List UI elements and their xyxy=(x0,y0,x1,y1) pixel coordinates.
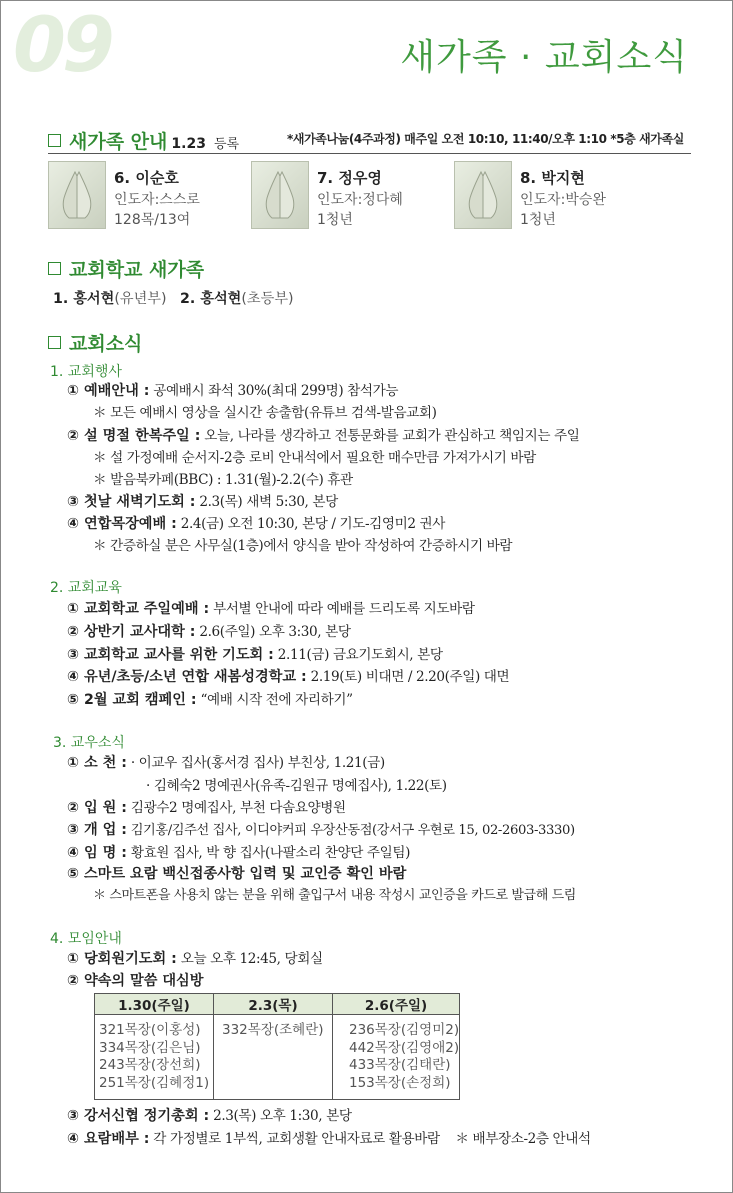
section-heading-school: 교회학교 새가족 xyxy=(48,255,204,282)
news-line: ⑤ 스마트 요람 백신접종사항 입력 및 교인증 확인 바람 xyxy=(67,866,407,882)
section-heading-newfamily: 새가족 안내 1.23 등록 xyxy=(48,127,239,154)
news-line: · 김혜숙2 명예권사(유족-김원규 명예집사), 1.22(토) xyxy=(146,778,447,794)
person-name: 8. 박지현 xyxy=(520,169,585,187)
register-date: 1.23 xyxy=(171,136,206,152)
newfamily-note: *새가족나눔(4주과정) 매주일 오전 10:10, 11:40/오후 1:10 *5층 새가족실 xyxy=(287,132,684,146)
person-guide: 인도자:스스로 xyxy=(114,192,200,208)
table-cell: 332목장(조혜란) xyxy=(214,1015,333,1100)
subsection-title: 4. 모임안내 xyxy=(50,931,122,947)
person-group: 128목/13여 xyxy=(114,212,191,228)
news-line: ＊ 간증하실 분은 사무실(1층)에서 양식을 받아 작성하여 간증하시기 바람 xyxy=(93,538,513,554)
school-newcomers: 1. 홍서현(유년부) 2. 홍석현(초등부) xyxy=(53,291,294,307)
table-row xyxy=(95,1015,460,1100)
news-line: ③ 첫날 새벽기도회 : 2.3(목) 새벽 5:30, 본당 xyxy=(67,494,338,510)
news-line: ① 예배안내 : 공예배시 좌석 30%(최대 299명) 참석가능 xyxy=(67,383,399,399)
news-line: ② 설 명절 한복주일 : 오늘, 나라를 생각하고 전통문화를 교회가 관심하고 책임지는 주일 xyxy=(67,428,580,444)
praying-hands-icon xyxy=(251,161,309,229)
subsection-title: 3. 교우소식 xyxy=(53,735,125,751)
table-header: 2.3(목) xyxy=(214,994,333,1015)
person-guide: 인도자:박승완 xyxy=(520,192,606,208)
person-name: 6. 이순호 xyxy=(114,169,179,187)
table-cell: 321목장(이홍성) 334목장(김은님) 243목장(장선희) 251목장(김혜정1) xyxy=(95,1015,214,1100)
news-line: ① 교회학교 주일예배 : 부서별 안내에 따라 예배를 드리도록 지도바람 xyxy=(67,601,475,617)
square-bullet-icon xyxy=(48,134,61,147)
news-line: ② 입 원 : 김광수2 명예집사, 부천 다솜요양병원 xyxy=(67,800,346,816)
page-title: 새가족 · 교회소식 xyxy=(400,37,688,78)
page-number: 09 xyxy=(13,0,111,89)
visitation-table xyxy=(94,993,460,1100)
person-name: 7. 정우영 xyxy=(317,169,382,187)
person-group: 1청년 xyxy=(520,212,556,228)
square-bullet-icon xyxy=(48,336,61,349)
table-header-row xyxy=(95,994,460,1015)
person-guide: 인도자:정다혜 xyxy=(317,192,403,208)
news-line: ＊ 모든 예배시 영상을 실시간 송출함(유튜브 검색-발음교회) xyxy=(93,405,437,421)
news-line: ＊ 설 가정예배 순서지-2층 로비 안내석에서 필요한 매수만큼 가져가시기 바람 xyxy=(93,450,536,466)
news-line: ④ 유년/초등/소년 연합 새봄성경학교 : 2.19(토) 비대면 / 2.20(주일) 대면 xyxy=(67,669,510,685)
news-line: ① 소 천 : · 이교우 집사(홍서경 집사) 부친상, 1.21(금) xyxy=(67,755,385,771)
subsection-title: 2. 교회교육 xyxy=(50,580,122,596)
subsection-title: 1. 교회행사 xyxy=(50,364,122,380)
news-line: ＊ 발음북카페(BBC) : 1.31(월)-2.2(수) 휴관 xyxy=(93,472,353,488)
table-header: 1.30(주일) xyxy=(95,994,214,1015)
register-label: 등록 xyxy=(213,137,240,152)
news-line: ③ 강서신협 정기총회 : 2.3(목) 오후 1:30, 본당 xyxy=(67,1108,352,1124)
praying-hands-icon xyxy=(454,161,512,229)
news-line: ③ 개 업 : 김기홍/김주선 집사, 이디야커피 우장산동점(강서구 우현로 15, 02-2603-3330) xyxy=(67,822,575,838)
news-line: ② 상반기 교사대학 : 2.6(주일) 오후 3:30, 본당 xyxy=(67,624,351,640)
square-bullet-icon xyxy=(48,262,61,275)
news-line: ＊ 스마트폰을 사용치 않는 분을 위해 출입구서 내용 작성시 교인증을 카드로 발급해 드림 xyxy=(93,888,576,903)
news-line: ⑤ 2월 교회 캠페인 : “예배 시작 전에 자리하기” xyxy=(67,692,353,708)
news-line: ④ 요람배부 : 각 가정별로 1부씩, 교회생활 안내자료로 활용바람 ＊ 배부장소-2층 안내석 xyxy=(67,1131,591,1147)
praying-hands-icon xyxy=(48,161,106,229)
person-group: 1청년 xyxy=(317,212,353,228)
news-line: ② 약속의 말씀 대심방 xyxy=(67,973,204,989)
news-line: ④ 임 명 : 황효원 집사, 박 향 집사(나팔소리 찬양단 주일팀) xyxy=(67,845,410,861)
table-cell: 236목장(김영미2) 442목장(김영애2) 433목장(김태란) 153목장(손정희) xyxy=(333,1015,460,1100)
table-header: 2.6(주일) xyxy=(333,994,460,1015)
news-line: ③ 교회학교 교사를 위한 기도회 : 2.11(금) 금요기도회시, 본당 xyxy=(67,647,443,663)
news-line: ① 당회원기도회 : 오늘 오후 12:45, 당회실 xyxy=(67,951,323,967)
news-line: ④ 연합목장예배 : 2.4(금) 오전 10:30, 본당 / 기도-김영미2 권사 xyxy=(67,516,445,532)
divider xyxy=(48,153,691,154)
section-heading-news: 교회소식 xyxy=(48,329,142,356)
